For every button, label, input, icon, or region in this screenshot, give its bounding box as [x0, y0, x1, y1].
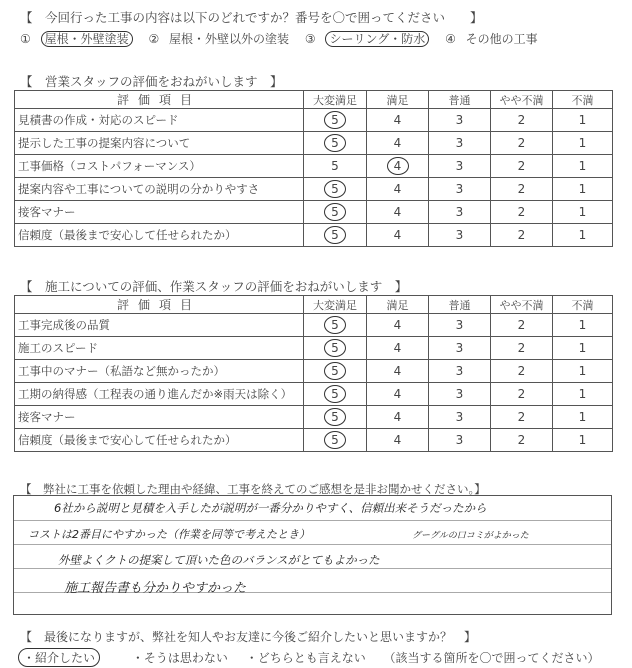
- rating-cell[interactable]: [367, 337, 429, 360]
- sales-header-row: [15, 91, 613, 109]
- q1-option-3[interactable]: [305, 32, 435, 46]
- rating-value-selected: 5: [324, 180, 346, 198]
- rating-cell[interactable]: [304, 337, 367, 360]
- rating-item-label: 工事中のマナー（私語など無かったか）: [15, 360, 304, 383]
- rating-cell[interactable]: [553, 178, 613, 201]
- rating-cell[interactable]: [304, 109, 367, 132]
- rating-item-label: 信頼度（最後まで安心して任せられたか）: [15, 224, 304, 247]
- rating-cell[interactable]: [304, 360, 367, 383]
- ruled-line: [14, 568, 611, 569]
- rating-value: 1: [578, 341, 587, 355]
- rating-cell[interactable]: [429, 406, 491, 429]
- rating-value: 2: [517, 341, 526, 355]
- option-num: ③: [304, 32, 316, 46]
- table-row: [15, 360, 613, 383]
- referral-question: 【 最後になりますが、弊社を知人やお友達に今後ご紹介したいと思いますか？ 】: [20, 630, 477, 644]
- rating-cell[interactable]: [553, 337, 613, 360]
- rating-cell[interactable]: [553, 155, 613, 178]
- comment-line-4: 外壁よくクトの提案して頂いた色のバランスがとてもよかった: [58, 553, 380, 567]
- rating-value-selected: 5: [324, 316, 346, 334]
- rating-cell[interactable]: [491, 360, 553, 383]
- rating-value: 3: [455, 159, 464, 173]
- construction-table: [14, 295, 613, 452]
- rating-value: 1: [578, 136, 587, 150]
- rating-value-selected: 5: [324, 134, 346, 152]
- option-label: その他の工事: [465, 32, 538, 46]
- rating-value: 1: [578, 228, 587, 242]
- rating-cell[interactable]: [553, 132, 613, 155]
- header-dissatisfied: 不満: [553, 91, 613, 109]
- rating-item-label: 接客マナー: [15, 406, 304, 429]
- rating-value: 4: [393, 433, 402, 447]
- rating-value: 3: [455, 113, 464, 127]
- table-row: [15, 201, 613, 224]
- rating-cell[interactable]: [491, 132, 553, 155]
- comment-box[interactable]: [13, 495, 612, 615]
- rating-cell[interactable]: [553, 314, 613, 337]
- comments-prompt: 【 弊社に工事を依頼した理由や経緯、工事を終えてのご感想を是非お聞かせください。】: [20, 482, 486, 496]
- rating-value: 1: [578, 205, 587, 219]
- option-num: ①: [20, 32, 31, 46]
- rating-cell[interactable]: [429, 360, 491, 383]
- comment-line-1: 6社から説明と見積を入手したが説明が一番分かりやすく、信頼出来そうだったから: [54, 501, 487, 515]
- q1-option-4[interactable]: [445, 32, 544, 46]
- rating-cell[interactable]: [367, 314, 429, 337]
- rating-cell[interactable]: [304, 429, 367, 452]
- header-satisfied: 満足: [367, 296, 429, 314]
- rating-value: 3: [455, 341, 464, 355]
- rating-cell[interactable]: [304, 178, 367, 201]
- rating-item-label: 工期の納得感（工程表の通り進んだか※雨天は除く）: [15, 383, 304, 406]
- rating-value: 3: [455, 205, 464, 219]
- rating-value: 1: [578, 387, 587, 401]
- referral-note: （該当する箇所を〇で囲ってください）: [383, 651, 600, 665]
- table-row: [15, 155, 613, 178]
- rating-value: 4: [393, 136, 402, 150]
- rating-cell[interactable]: [491, 383, 553, 406]
- rating-value-selected: 5: [324, 385, 346, 403]
- construction-title: 【 施工についての評価、作業スタッフの評価をおねがいします 】: [20, 279, 408, 294]
- rating-value: 4: [393, 410, 402, 424]
- referral-options: [18, 648, 614, 667]
- option-label: ・紹介したい: [18, 648, 100, 667]
- q1-option-1[interactable]: [20, 32, 139, 46]
- rating-value: 4: [393, 182, 402, 196]
- rating-value-selected: 5: [324, 203, 346, 221]
- sales-table: [14, 90, 613, 247]
- rating-cell[interactable]: [367, 406, 429, 429]
- rating-value: 3: [455, 182, 464, 196]
- rating-cell[interactable]: [553, 383, 613, 406]
- rating-value: 2: [517, 318, 526, 332]
- rating-cell[interactable]: [491, 201, 553, 224]
- table-row: [15, 178, 613, 201]
- rating-item-label: 工事価格（コストパフォーマンス）: [15, 155, 304, 178]
- rating-value: 1: [578, 433, 587, 447]
- rating-value: 3: [455, 318, 464, 332]
- rating-cell[interactable]: [304, 406, 367, 429]
- rating-value: 3: [455, 433, 464, 447]
- rating-cell[interactable]: [429, 132, 491, 155]
- rating-cell[interactable]: [491, 314, 553, 337]
- header-neutral: 普通: [429, 91, 491, 109]
- rating-cell[interactable]: [429, 155, 491, 178]
- rating-cell[interactable]: [367, 155, 429, 178]
- rating-cell[interactable]: [429, 429, 491, 452]
- rating-cell[interactable]: [553, 224, 613, 247]
- rating-cell[interactable]: [553, 429, 613, 452]
- rating-value: 2: [517, 228, 526, 242]
- rating-cell[interactable]: [304, 314, 367, 337]
- rating-cell[interactable]: [491, 224, 553, 247]
- header-dissatisfied: 不満: [553, 296, 613, 314]
- rating-item-label: 接客マナー: [15, 201, 304, 224]
- sales-title: 【 営業スタッフの評価をおねがいします 】: [20, 74, 283, 89]
- rating-value: 2: [517, 136, 526, 150]
- rating-value: 1: [578, 318, 587, 332]
- comment-line-5: 施工報告書も分かりやすかった: [64, 581, 247, 596]
- rating-value-selected: 5: [324, 431, 346, 449]
- rating-value: 2: [517, 113, 526, 127]
- ruled-line: [14, 544, 611, 545]
- comment-line-2: コストは2番目にやすかった（作業を同等で考えたとき）: [28, 528, 310, 541]
- rating-cell[interactable]: [304, 132, 367, 155]
- header-satisfied: 満足: [367, 91, 429, 109]
- comment-line-3: グーグルの口コミがよかった: [412, 531, 529, 541]
- rating-cell[interactable]: [304, 224, 367, 247]
- rating-value: 4: [393, 113, 402, 127]
- rating-cell[interactable]: [429, 201, 491, 224]
- table-row: [15, 429, 613, 452]
- rating-value-selected: 5: [324, 226, 346, 244]
- q1-option-2[interactable]: [148, 32, 295, 46]
- rating-value-selected: 5: [324, 408, 346, 426]
- rating-value: 2: [517, 364, 526, 378]
- rating-item-label: 信頼度（最後まで安心して任せられたか）: [15, 429, 304, 452]
- rating-value: 4: [393, 341, 402, 355]
- table-row: [15, 314, 613, 337]
- rating-value-selected: 5: [324, 362, 346, 380]
- rating-value: 2: [517, 387, 526, 401]
- rating-cell[interactable]: [491, 429, 553, 452]
- rating-value: 1: [578, 113, 587, 127]
- rating-cell[interactable]: [367, 224, 429, 247]
- rating-cell[interactable]: [553, 109, 613, 132]
- rating-value: 5: [331, 159, 339, 173]
- option-label: 屋根・外壁以外の塗装: [169, 32, 290, 46]
- rating-value: 4: [393, 318, 402, 332]
- rating-cell[interactable]: [304, 383, 367, 406]
- rating-value: 2: [517, 182, 526, 196]
- rating-cell[interactable]: [429, 337, 491, 360]
- rating-value: 1: [578, 364, 587, 378]
- rating-cell[interactable]: [304, 201, 367, 224]
- rating-item-label: 工事完成後の品質: [15, 314, 304, 337]
- rating-cell[interactable]: [367, 201, 429, 224]
- rating-value: 3: [455, 228, 464, 242]
- rating-item-label: 提案内容や工事についての説明の分かりやすさ: [15, 178, 304, 201]
- rating-cell[interactable]: [367, 132, 429, 155]
- rating-value: 3: [455, 387, 464, 401]
- rating-value: 3: [455, 364, 464, 378]
- rating-value-selected: 5: [324, 339, 346, 357]
- rating-value: 3: [455, 410, 464, 424]
- header-item: 評価項目: [15, 296, 304, 314]
- rating-value: 1: [578, 182, 587, 196]
- construction-header-row: [15, 296, 613, 314]
- rating-cell[interactable]: [367, 178, 429, 201]
- rating-cell[interactable]: [553, 406, 613, 429]
- header-somewhat-dissatisfied: やや不満: [491, 91, 553, 109]
- rating-cell[interactable]: [367, 383, 429, 406]
- rating-value-selected: 4: [387, 157, 409, 175]
- rating-cell[interactable]: [429, 383, 491, 406]
- table-row: [15, 224, 613, 247]
- header-item: 評価項目: [15, 91, 304, 109]
- table-row: [15, 337, 613, 360]
- option-num: ②: [148, 32, 160, 46]
- table-row: [15, 383, 613, 406]
- rating-cell[interactable]: [429, 109, 491, 132]
- rating-value-selected: 5: [324, 111, 346, 129]
- referral-option-yes[interactable]: [18, 651, 114, 665]
- rating-cell[interactable]: [491, 109, 553, 132]
- header-neutral: 普通: [429, 296, 491, 314]
- rating-value: 2: [517, 159, 526, 173]
- option-num: ④: [445, 32, 456, 46]
- q1-question: 【 今回行った工事の内容は以下のどれですか？番号を〇で囲ってください 】: [20, 10, 483, 25]
- rating-cell[interactable]: [429, 178, 491, 201]
- rating-cell[interactable]: [491, 406, 553, 429]
- header-very-satisfied: 大変満足: [304, 91, 367, 109]
- rating-cell[interactable]: [553, 201, 613, 224]
- rating-cell[interactable]: [491, 155, 553, 178]
- referral-option-neutral[interactable]: ・どちらとも言えない: [245, 651, 366, 665]
- rating-cell[interactable]: [367, 109, 429, 132]
- option-label: シーリング・防水: [325, 31, 429, 47]
- ruled-line: [14, 520, 611, 521]
- table-row: [15, 406, 613, 429]
- rating-value: 4: [393, 205, 402, 219]
- rating-cell[interactable]: [429, 314, 491, 337]
- referral-option-no[interactable]: ・そうは思わない: [131, 651, 228, 665]
- q1-options: [20, 30, 550, 47]
- rating-value: 3: [455, 136, 464, 150]
- rating-item-label: 見積書の作成・対応のスピード: [15, 109, 304, 132]
- rating-value: 4: [393, 364, 402, 378]
- rating-item-label: 施工のスピード: [15, 337, 304, 360]
- rating-value: 2: [517, 410, 526, 424]
- header-very-satisfied: 大変満足: [304, 296, 367, 314]
- table-row: [15, 109, 613, 132]
- option-label: 屋根・外壁塗装: [41, 31, 133, 47]
- rating-value: 4: [393, 387, 402, 401]
- rating-value: 1: [578, 410, 587, 424]
- rating-cell[interactable]: [304, 155, 367, 178]
- rating-cell[interactable]: [491, 337, 553, 360]
- rating-value: 2: [517, 433, 526, 447]
- rating-cell[interactable]: [491, 178, 553, 201]
- rating-item-label: 提示した工事の提案内容について: [15, 132, 304, 155]
- rating-cell[interactable]: [367, 360, 429, 383]
- rating-value: 1: [578, 159, 587, 173]
- rating-value: 4: [393, 228, 402, 242]
- rating-cell[interactable]: [367, 429, 429, 452]
- table-row: [15, 132, 613, 155]
- rating-value: 2: [517, 205, 526, 219]
- header-somewhat-dissatisfied: やや不満: [491, 296, 553, 314]
- rating-cell[interactable]: [429, 224, 491, 247]
- rating-cell[interactable]: [553, 360, 613, 383]
